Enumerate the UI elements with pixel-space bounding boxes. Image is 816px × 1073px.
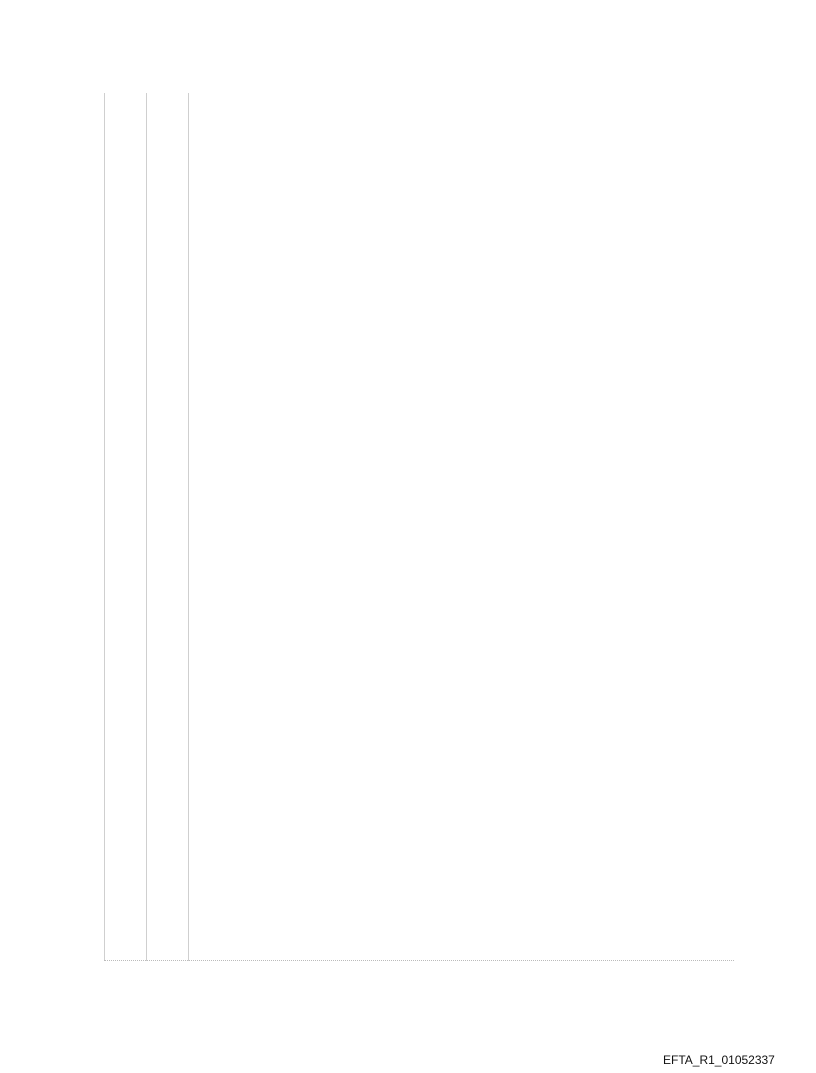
email-thread-frame xyxy=(104,93,734,961)
quote-rule-outer xyxy=(104,93,105,961)
thread-bottom-rule xyxy=(104,960,734,961)
quote-rule-middle xyxy=(146,93,147,961)
document-id-footer: EFTA_R1_01052337 xyxy=(663,1053,775,1067)
quote-rule-inner xyxy=(188,93,189,961)
